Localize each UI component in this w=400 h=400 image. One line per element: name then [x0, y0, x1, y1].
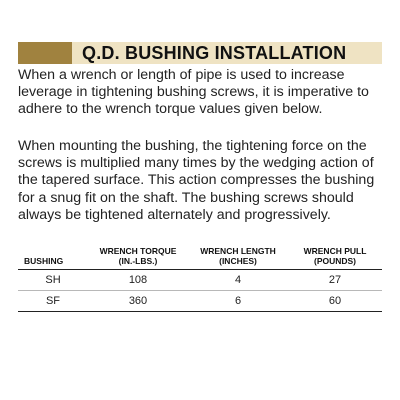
table-row — [18, 291, 382, 312]
bushing-cell: SH — [18, 270, 88, 291]
length-cell: 4 — [188, 270, 288, 291]
torque-cell: 108 — [88, 270, 188, 291]
header-unit: (INCHES) — [219, 256, 257, 266]
header-accent-block — [18, 42, 72, 64]
section-header-bar — [18, 42, 382, 64]
column-header-bushing — [18, 246, 88, 270]
table-header-row — [18, 246, 382, 270]
bushing-cell: SF — [18, 291, 88, 312]
length-cell: 6 — [188, 291, 288, 312]
pull-cell: 60 — [288, 291, 382, 312]
header-line: BUSHING — [24, 256, 64, 266]
mounting-paragraph: When mounting the bushing, the tightening force on the screws is multiplied many times by the wedging action of the tapered surface. This action compresses the bushing for a snug fit on the shaft. The bushing screws should always be tightened alternately and progressively. — [18, 138, 375, 223]
header-unit: (POUNDS) — [313, 256, 357, 266]
column-header-wrench-length — [188, 246, 288, 270]
torque-cell: 360 — [88, 291, 188, 312]
column-header-wrench-pull — [288, 246, 382, 270]
header-line: WRENCH PULL — [303, 246, 367, 256]
torque-table — [18, 246, 382, 312]
pull-cell: 27 — [288, 270, 382, 291]
header-line: WRENCH LENGTH — [200, 246, 276, 256]
column-header-wrench-torque — [88, 246, 188, 270]
header-line: WRENCH TORQUE — [99, 246, 177, 256]
header-unit: (IN.-LBS.) — [118, 256, 158, 266]
intro-paragraph: When a wrench or length of pipe is used to increase leverage in tightening bushing screws, it is imperative to adhere to the wrench torque values given below. — [18, 67, 369, 118]
table-row — [18, 270, 382, 291]
section-title: Q.D. BUSHING INSTALLATION — [82, 43, 347, 63]
